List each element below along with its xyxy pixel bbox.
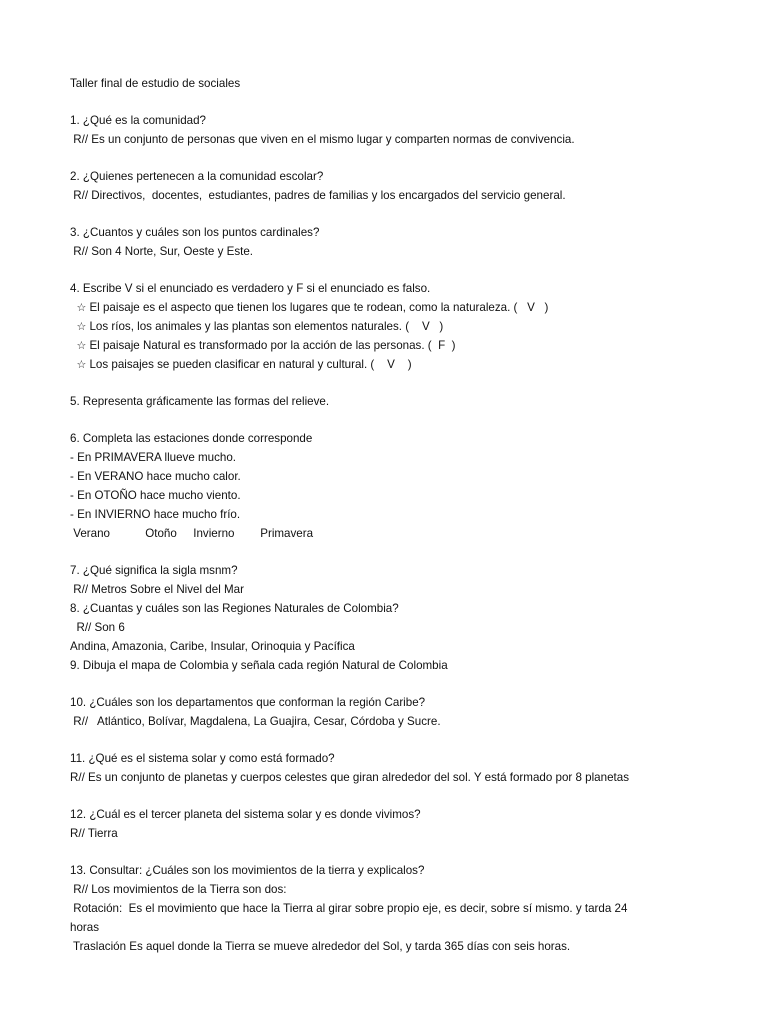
season-item: - En VERANO hace mucho calor. bbox=[70, 470, 241, 483]
season-word: Invierno bbox=[193, 527, 235, 540]
question-6: 6. Completa las estaciones donde corresponde bbox=[70, 432, 313, 445]
question-10: 10. ¿Cuáles son los departamentos que conforman la región Caribe? bbox=[70, 696, 426, 709]
regions-list: Andina, Amazonia, Caribe, Insular, Orinoquia y Pacífica bbox=[70, 640, 355, 653]
season-word: Verano bbox=[73, 527, 110, 540]
season-item: - En INVIERNO hace mucho frío. bbox=[70, 508, 241, 521]
question-2: 2. ¿Quienes pertenecen a la comunidad escolar? bbox=[70, 170, 324, 183]
star-icon: ☆ bbox=[76, 301, 87, 314]
statement-item: ☆ Los ríos, los animales y las plantas son elementos naturales. ( V ) bbox=[70, 317, 710, 336]
star-icon: ☆ bbox=[76, 320, 87, 333]
answer-2: R// Directivos, docentes, estudiantes, padres de familias y los encargados del servicio general. bbox=[70, 189, 566, 202]
question-1: 1. ¿Qué es la comunidad? bbox=[70, 114, 206, 127]
answer-13: R// Los movimientos de la Tierra son dos: bbox=[70, 883, 287, 896]
question-7: 7. ¿Qué significa la sigla msnm? bbox=[70, 564, 238, 577]
question-12: 12. ¿Cuál es el tercer planeta del sistema solar y es donde vivimos? bbox=[70, 808, 421, 821]
season-item: - En OTOÑO hace mucho viento. bbox=[70, 489, 241, 502]
question-5: 5. Representa gráficamente las formas del relieve. bbox=[70, 395, 330, 408]
answer-8: R// Son 6 bbox=[70, 621, 125, 634]
answer-12: R// Tierra bbox=[70, 827, 118, 840]
star-icon: ☆ bbox=[76, 339, 87, 352]
document-title: Taller final de estudio de sociales bbox=[70, 77, 241, 90]
season-word-bank bbox=[70, 524, 710, 543]
season-item: - En PRIMAVERA llueve mucho. bbox=[70, 451, 237, 464]
question-11: 11. ¿Qué es el sistema solar y como está formado? bbox=[70, 752, 335, 765]
answer-11: R// Es un conjunto de planetas y cuerpos celestes que giran alrededor del sol. Y está formado por 8 planetas bbox=[70, 771, 629, 784]
statement-item: ☆ El paisaje es el aspecto que tienen los lugares que te rodean, como la naturaleza. ( V ) bbox=[70, 298, 710, 317]
answer-10: R// Atlántico, Bolívar, Magdalena, La Guajira, Cesar, Córdoba y Sucre. bbox=[70, 715, 441, 728]
question-8: 8. ¿Cuantas y cuáles son las Regiones Naturales de Colombia? bbox=[70, 602, 399, 615]
rotation-text-continued: horas bbox=[70, 921, 100, 934]
rotation-text: Rotación: Es el movimiento que hace la Tierra al girar sobre propio eje, es decir, sobre sí mismo. y tarda 24 bbox=[70, 902, 628, 915]
answer-7: R// Metros Sobre el Nivel del Mar bbox=[70, 583, 244, 596]
answer-1: R// Es un conjunto de personas que viven en el mismo lugar y comparten normas de convivencia. bbox=[70, 133, 575, 146]
question-9: 9. Dibuja el mapa de Colombia y señala cada región Natural de Colombia bbox=[70, 659, 448, 672]
statement-item: ☆ El paisaje Natural es transformado por la acción de las personas. ( F ) bbox=[70, 336, 710, 355]
season-word: Primavera bbox=[260, 527, 314, 540]
answer-3: R// Son 4 Norte, Sur, Oeste y Este. bbox=[70, 245, 254, 258]
question-3: 3. ¿Cuantos y cuáles son los puntos cardinales? bbox=[70, 226, 320, 239]
statement-item: ☆ Los paisajes se pueden clasificar en natural y cultural. ( V ) bbox=[70, 355, 710, 374]
translation-text: Traslación Es aquel donde la Tierra se mueve alrededor del Sol, y tarda 365 días con seis horas. bbox=[70, 940, 571, 953]
question-13: 13. Consultar: ¿Cuáles son los movimientos de la tierra y explicalos? bbox=[70, 864, 425, 877]
document-body bbox=[70, 74, 710, 956]
star-icon: ☆ bbox=[76, 358, 87, 371]
question-4: 4. Escribe V si el enunciado es verdadero y F si el enunciado es falso. bbox=[70, 282, 431, 295]
season-word: Otoño bbox=[145, 527, 177, 540]
